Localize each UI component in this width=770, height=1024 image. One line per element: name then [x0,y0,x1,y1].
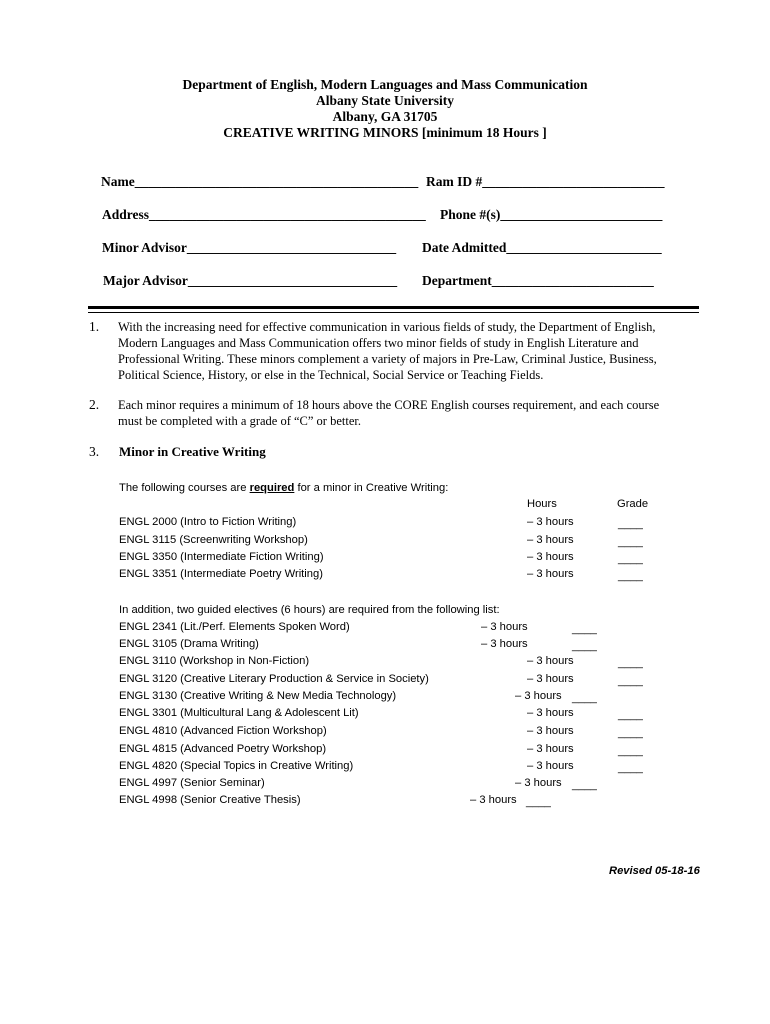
required-course-name: ENGL 3115 (Screenwriting Workshop) [119,534,308,546]
elective-course-grade[interactable]: ____ [618,657,643,669]
required-intro-after: for a minor in Creative Writing: [297,482,449,494]
elective-course-name: ENGL 3110 (Workshop in Non-Fiction) [119,655,310,667]
elective-course-hours: – 3 hours [470,794,517,806]
elective-course-hours: – 3 hours [527,673,574,685]
elective-course-name: ENGL 4810 (Advanced Fiction Workshop) [119,725,327,737]
required-course-name: ENGL 3351 (Intermediate Poetry Writing) [119,568,323,580]
elective-course-grade[interactable]: ____ [572,623,597,635]
item-text: With the increasing need for effective communication in various fields of study, the Department of English, Modern Languages and Mass Communication offers two minor fields of study in English Literature and Professional Writing. These minors complement a variety of majors in Pre-Law, Criminal Justice, Business, Political Science, History, or else in the Technical, Social Service or Teaching Fields. [118,320,657,382]
divider-thin [88,312,699,313]
elective-course-name: ENGL 2341 (Lit./Perf. Elements Spoken Word) [119,621,350,633]
date-admitted-field[interactable]: Date Admitted_______________________ [422,240,662,255]
elective-course-grade[interactable]: ____ [572,779,597,791]
item-number: 1. [89,319,100,334]
elective-course-hours: – 3 hours [481,638,528,650]
required-course-grade[interactable]: ____ [618,553,643,565]
section-heading: Minor in Creative Writing [119,444,266,459]
required-course-hours: – 3 hours [527,568,574,580]
elective-course-name: ENGL 4820 (Special Topics in Creative Writing) [119,760,354,772]
required-intro-before: The following courses are [119,482,247,494]
elective-course-name: ENGL 4997 (Senior Seminar) [119,777,265,789]
elective-course-name: ENGL 3301 (Multicultural Lang & Adolescent Lit) [119,707,359,719]
hours-header: Hours [527,498,557,510]
elective-course-hours: – 3 hours [481,621,528,633]
elective-course-name: ENGL 3120 (Creative Literary Production & Service in Society) [119,673,429,685]
grade-header: Grade [617,498,649,510]
required-course-hours: – 3 hours [527,534,574,546]
divider-thick [88,306,699,309]
name-field[interactable]: Name__________________________________________ [101,174,419,189]
elective-course-hours: – 3 hours [527,655,574,667]
elective-course-hours: – 3 hours [515,690,562,702]
elective-course-hours: – 3 hours [527,707,574,719]
required-intro [119,482,448,494]
required-course-grade[interactable]: ____ [618,518,643,530]
elective-course-grade[interactable]: ____ [618,727,643,739]
item-number: 2. [89,397,100,412]
electives-intro: In addition, two guided electives (6 hours) are required from the following list: [119,604,500,616]
elective-course-grade[interactable]: ____ [618,709,643,721]
elective-course-grade[interactable]: ____ [572,692,597,704]
elective-course-hours: – 3 hours [527,760,574,772]
elective-course-name: ENGL 4815 (Advanced Poetry Workshop) [119,743,327,755]
university-name: Albany State University [316,93,454,108]
department-field[interactable]: Department________________________ [422,273,654,288]
elective-course-grade[interactable]: ____ [618,675,643,687]
dept-title: Department of English, Modern Languages and Mass Communication [182,77,588,92]
elective-course-grade[interactable]: ____ [618,745,643,757]
minor-advisor-field[interactable]: Minor Advisor_______________________________ [102,240,397,255]
revised-date: Revised 05-18-16 [609,865,700,877]
item-number: 3. [89,444,100,459]
phone-field[interactable]: Phone #(s)________________________ [440,207,663,222]
page-title: CREATIVE WRITING MINORS [minimum 18 Hours ] [223,125,547,140]
elective-course-grade[interactable]: ____ [618,762,643,774]
ram-id-field[interactable]: Ram ID #___________________________ [426,174,665,189]
elective-course-name: ENGL 4998 (Senior Creative Thesis) [119,794,301,806]
elective-course-hours: – 3 hours [527,725,574,737]
elective-course-name: ENGL 3105 (Drama Writing) [119,638,259,650]
university-address: Albany, GA 31705 [332,109,438,124]
required-course-grade[interactable]: ____ [618,536,643,548]
major-advisor-field[interactable]: Major Advisor_______________________________ [103,273,398,288]
required-course-grade[interactable]: ____ [618,570,643,582]
required-course-name: ENGL 3350 (Intermediate Fiction Writing) [119,551,324,563]
required-course-hours: – 3 hours [527,551,574,563]
required-course-name: ENGL 2000 (Intro to Fiction Writing) [119,516,297,528]
address-field[interactable]: Address_________________________________________ [102,207,426,222]
elective-course-name: ENGL 3130 (Creative Writing & New Media Technology) [119,690,397,702]
elective-course-hours: – 3 hours [527,743,574,755]
elective-course-hours: – 3 hours [515,777,562,789]
elective-course-grade[interactable]: ____ [526,796,551,808]
required-emphasis: required [249,482,295,494]
elective-course-grade[interactable]: ____ [572,640,597,652]
required-course-hours: – 3 hours [527,516,574,528]
item-text: Each minor requires a minimum of 18 hours above the CORE English courses requirement, and each course must be completed with a grade of “C” or better. [118,398,660,428]
